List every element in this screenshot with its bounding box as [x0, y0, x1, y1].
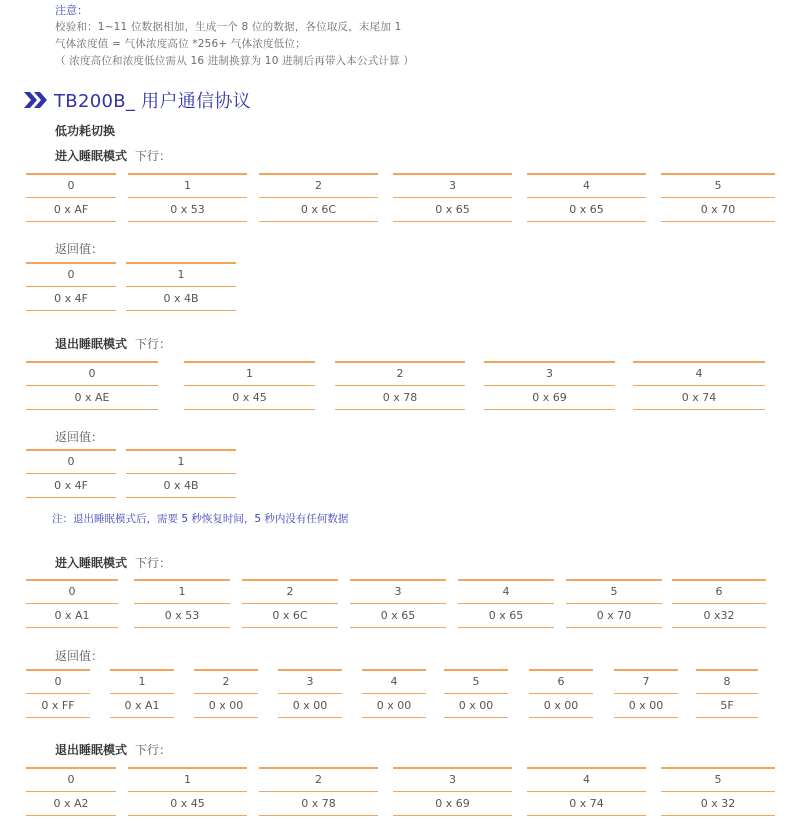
exit-sleep-table-2: [24, 768, 777, 816]
table-row: [24, 474, 238, 498]
header-cell: 4: [360, 670, 428, 694]
value-cell: 0 x 45: [126, 792, 249, 816]
value-cell: 0 x 53: [132, 604, 232, 628]
value-cell: 0 x 4F: [24, 287, 118, 311]
enter-sleep-label: [55, 147, 171, 164]
header-cell: 0: [24, 174, 118, 198]
return-value-label: 返回值：: [55, 649, 104, 663]
enter-sleep-label: [55, 554, 171, 571]
header-cell: 1: [132, 580, 232, 604]
header-cell: 5: [659, 768, 777, 792]
header-cell: 1: [108, 670, 176, 694]
value-cell: 0 x A1: [24, 604, 120, 628]
value-cell: 0 x 70: [564, 604, 664, 628]
exit-sleep-label-text: 退出睡眠模式: [55, 337, 128, 351]
value-cell: 0 x 4F: [24, 474, 118, 498]
return-value-table-9: [24, 670, 760, 718]
downlink-label: 下行：: [135, 337, 172, 351]
header-cell: 0: [24, 580, 120, 604]
header-cell: 3: [391, 768, 514, 792]
header-cell: 3: [482, 362, 617, 386]
value-cell: 0 x 32: [659, 792, 777, 816]
value-cell: 0 x A2: [24, 792, 118, 816]
protocol-heading: [24, 88, 251, 112]
table-header-row: [24, 768, 777, 792]
double-chevron-icon: [24, 91, 48, 109]
value-cell: 0 x AE: [24, 386, 160, 410]
header-cell: 5: [564, 580, 664, 604]
downlink-label: 下行：: [135, 743, 172, 757]
header-cell: 2: [257, 768, 380, 792]
header-cell: 4: [456, 580, 556, 604]
header-cell: 5: [442, 670, 510, 694]
protocol-heading-text: TB200B_ 用户通信协议: [54, 91, 251, 112]
value-cell: 0 x 45: [182, 386, 317, 410]
header-cell: 1: [126, 768, 249, 792]
header-cell: 2: [257, 174, 380, 198]
value-cell: 0 x FF: [24, 694, 92, 718]
table-header-row: [24, 174, 777, 198]
header-cell: 0: [24, 362, 160, 386]
header-cell: 6: [527, 670, 595, 694]
table-header-row: [24, 450, 238, 474]
header-cell: 6: [670, 580, 768, 604]
table-row: [24, 604, 768, 628]
enter-sleep-table: [24, 174, 777, 222]
value-cell: 0 x 00: [612, 694, 680, 718]
header-cell: 5: [659, 174, 777, 198]
value-cell: 0 x 70: [659, 198, 777, 222]
header-cell: 3: [391, 174, 514, 198]
header-cell: 1: [126, 174, 249, 198]
value-cell: 0 x 00: [527, 694, 595, 718]
header-cell: 3: [348, 580, 448, 604]
return-value-table: [24, 450, 238, 498]
exit-sleep-table: [24, 362, 767, 410]
value-cell: 0 x 6C: [257, 198, 380, 222]
value-cell: 0 x 00: [192, 694, 260, 718]
enter-sleep-label-text: 进入睡眠模式: [55, 556, 128, 570]
table-header-row: [24, 580, 768, 604]
value-cell: 0 x 74: [525, 792, 648, 816]
exit-sleep-label: [55, 741, 171, 758]
value-cell: 0 x 53: [126, 198, 249, 222]
exit-sleep-label: [55, 335, 171, 352]
value-cell: 0 x 74: [631, 386, 767, 410]
recovery-footnote: 注：退出睡眠模式后，需要 5 秒恢复时间，5 秒内没有任何数据: [52, 513, 349, 525]
header-cell: 0: [24, 768, 118, 792]
table-row: [24, 287, 238, 311]
note-line-formula: 气体浓度值 = 气体浓度高位 *256+ 气体浓度低位；: [55, 38, 306, 50]
header-cell: 7: [612, 670, 680, 694]
header-cell: 2: [192, 670, 260, 694]
return-value-label: 返回值：: [55, 430, 104, 444]
table-row: [24, 198, 777, 222]
exit-sleep-label-text: 退出睡眠模式: [55, 743, 128, 757]
value-cell: 0 x 69: [482, 386, 617, 410]
table-header-row: [24, 670, 760, 694]
header-cell: 0: [24, 450, 118, 474]
header-cell: 1: [124, 263, 238, 287]
return-value-table: [24, 263, 238, 311]
table-header-row: [24, 263, 238, 287]
header-cell: 4: [525, 174, 648, 198]
value-cell: 0 x AF: [24, 198, 118, 222]
value-cell: 0 x 65: [348, 604, 448, 628]
downlink-label: 下行：: [135, 556, 172, 570]
section-title: 低功耗切换: [55, 124, 116, 138]
table-header-row: [24, 362, 767, 386]
value-cell: 5F: [694, 694, 760, 718]
downlink-label: 下行：: [135, 149, 172, 163]
value-cell: 0 x 00: [276, 694, 344, 718]
value-cell: 0 x 65: [391, 198, 514, 222]
value-cell: 0 x 78: [333, 386, 467, 410]
header-cell: 2: [240, 580, 340, 604]
header-cell: 8: [694, 670, 760, 694]
header-cell: 2: [333, 362, 467, 386]
value-cell: 0 x 4B: [124, 287, 238, 311]
header-cell: 4: [631, 362, 767, 386]
value-cell: 0 x 65: [456, 604, 556, 628]
note-line-checksum: 校验和：1~11 位数据相加，生成一个 8 位的数据，各位取反，末尾加 1: [55, 21, 402, 33]
enter-sleep-label-text: 进入睡眠模式: [55, 149, 128, 163]
header-cell: 0: [24, 263, 118, 287]
value-cell: 0 x 4B: [124, 474, 238, 498]
value-cell: 0 x 00: [360, 694, 428, 718]
return-value-label: 返回值：: [55, 242, 104, 256]
value-cell: 0 x 78: [257, 792, 380, 816]
header-cell: 4: [525, 768, 648, 792]
header-cell: 1: [124, 450, 238, 474]
enter-sleep-table-2: [24, 580, 768, 628]
value-cell: 0 x 69: [391, 792, 514, 816]
value-cell: 0 x 00: [442, 694, 510, 718]
header-cell: 3: [276, 670, 344, 694]
table-row: [24, 386, 767, 410]
header-cell: 1: [182, 362, 317, 386]
value-cell: 0 x 65: [525, 198, 648, 222]
note-line-conversion: （ 浓度高位和浓度低位需从 16 进制换算为 10 进制后再带入本公式计算 ）: [55, 55, 415, 67]
value-cell: 0 x 6C: [240, 604, 340, 628]
note-title: 注意：: [55, 4, 88, 17]
value-cell: 0 x A1: [108, 694, 176, 718]
value-cell: 0 x32: [670, 604, 768, 628]
table-row: [24, 694, 760, 718]
table-row: [24, 792, 777, 816]
header-cell: 0: [24, 670, 92, 694]
